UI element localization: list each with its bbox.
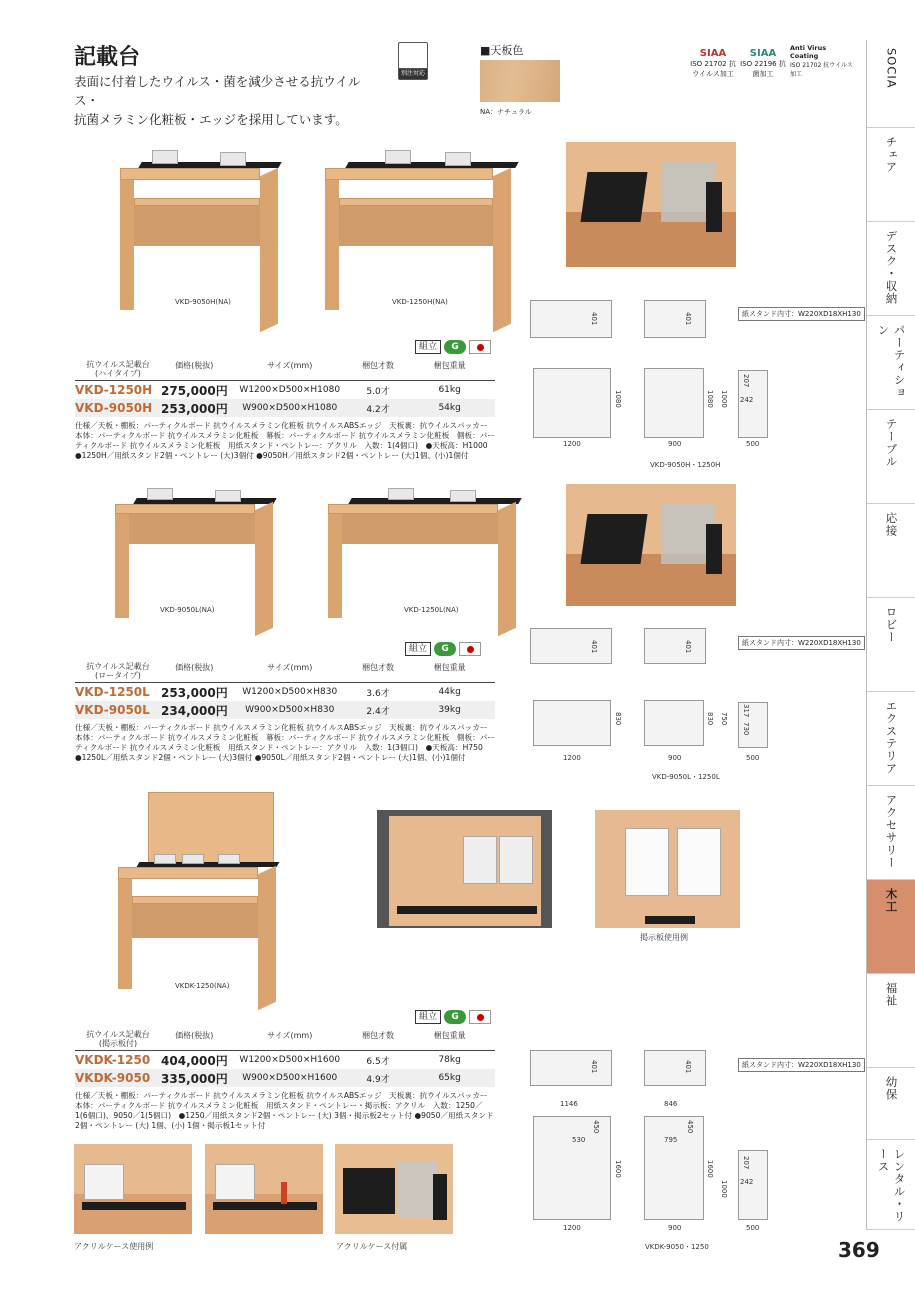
drawing-caption-3: VKDK-9050・1250 [645, 1243, 709, 1251]
nav-item-desk[interactable]: デスク・収納 [867, 222, 915, 316]
spec-text: 仕様／天板・棚板：パーティクルボード 抗ウイルスメラミン化粧板 抗ウイルスABSエッジ 天板裏：抗ウイルスパッカー 本体：パーティクルボード 抗ウイルスメラミン化粧板 幕板：パーティクルボード 抗ウイルスメラミン化粧板 側板：パーティクルボード 抗ウイルスメラミン化粧板 用紙スタンド・ペントレー：アクリル 入数：1(3個口) ●天板高：H750 ●1250L／用紙スタンド2個・ペントレー (大)3個付 ●9050L／用紙スタンド2個・ペントレー (大)1個、(小)1個付 [75, 723, 496, 762]
nav-item-rental[interactable]: レンタル・リース [867, 1140, 915, 1230]
spec-text: 仕様／天板・棚板：パーティクルボード 抗ウイルスメラミン化粧板 抗ウイルスABSエッジ 天板裏：抗ウイルスパッカー 本体：パーティクルボード 抗ウイルスメラミン化粧板 用紙スタンド・ペントレー・掲示板：アクリル 入数：1250／1(6個口)、9050／1(5個口) ●1250／用紙スタンド2個・ペントレー (大) 3個・掲示板2セット付 ●9050／用紙スタンド2個・ペントレー (大) 1個、(小) 1個・掲示板1セット付 [75, 1091, 496, 1130]
page-number: 369 [838, 1238, 880, 1262]
product-image-vkd-1250l [328, 488, 523, 638]
drawing-front-1200 [533, 368, 611, 438]
table-row: VKD-9050H 253,000円 W900×D500×H1080 4.2才 54kg [75, 399, 495, 417]
nav-item-lobby[interactable]: ロビー [867, 598, 915, 692]
table-header: 抗ウイルス記載台 (ハイタイプ) 価格(税抜) サイズ(mm) 梱包才数 梱包重量 [75, 360, 495, 381]
nav-item-nursery[interactable]: 幼保 [867, 1068, 915, 1140]
drawing-top-900 [644, 628, 706, 664]
drawing-top-1200 [530, 628, 612, 664]
nav-item-partition[interactable]: パーティション [867, 316, 915, 410]
green-purchase-badge: G [444, 1010, 466, 1024]
nav-item-socia[interactable]: SOCIA [867, 40, 915, 128]
section1-badges [415, 340, 491, 354]
green-purchase-badge: G [434, 642, 456, 656]
stand-note: 紙スタンド内寸：W220XD18XH130 [738, 1058, 865, 1072]
section1-table [75, 340, 495, 461]
table-header: 抗ウイルス記載台 (ロータイプ) 価格(税抜) サイズ(mm) 梱包才数 梱包重量 [75, 662, 495, 683]
nav-item-welfare[interactable]: 福祉 [867, 974, 915, 1068]
nav-item-woodwork[interactable]: 木工 [867, 880, 915, 974]
bulletin-photo-1 [377, 810, 552, 928]
color-swatch-label: NA：ナチュラル [480, 108, 532, 116]
siaa-antivirus-logo: SIAA ISO 21702 抗ウイルス加工 [690, 48, 736, 78]
table-header: 抗ウイルス記載台 (掲示板付) 価格(税抜) サイズ(mm) 梱包才数 梱包重量 [75, 1030, 495, 1051]
nav-item-reception[interactable]: 応接 [867, 504, 915, 598]
nav-item-table[interactable]: テーブル [867, 410, 915, 504]
nav-item-exterior[interactable]: エクステリア [867, 692, 915, 786]
japan-flag-icon [459, 642, 481, 656]
drawing-front-1200 [533, 700, 611, 746]
caption-acrylic-use: アクリルケース使用例 [74, 1242, 154, 1251]
drawing-front-900 [644, 1116, 704, 1220]
desk-icon [399, 43, 427, 69]
caption-vkd-1250h: VKD-1250H(NA) [392, 298, 448, 306]
assembly-badge: 組立 [405, 642, 431, 656]
bulletin-photo-2 [595, 810, 740, 928]
custom-order-badge: 別注対応 [398, 42, 428, 80]
page-description: 表面に付着したウイルス・菌を減少させる抗ウイルス・ 抗菌メラミン化粧板・エッジを採用しています。 [74, 74, 361, 127]
stand-note: 紙スタンド内寸：W220XD18XH130 [738, 636, 865, 650]
drawing-front-900 [644, 700, 704, 746]
table-row: VKDK-9050 335,000円 W900×D500×H1600 4.9才 65kg [75, 1069, 495, 1087]
assembly-badge: 組立 [415, 1010, 441, 1024]
caption-vkd-1250l: VKD-1250L(NA) [404, 606, 459, 614]
drawing-top-900 [644, 300, 706, 338]
drawing-top-900 [644, 1050, 706, 1086]
section3-badges [415, 1010, 491, 1024]
color-heading: ■天板色 [480, 44, 524, 57]
nav-item-accessory[interactable]: アクセサリー [867, 786, 915, 880]
caption-vkd-9050l: VKD-9050L(NA) [160, 606, 215, 614]
nav-item-chair[interactable]: チェア [867, 128, 915, 222]
section3-table [75, 1010, 495, 1131]
color-swatch-natural [480, 60, 560, 102]
page-title: 記載台 [74, 45, 141, 70]
table-row: VKD-1250L 253,000円 W1200×D500×H830 3.6才 44kg [75, 685, 461, 700]
caption-acrylic-case: アクリルケース付属 [336, 1242, 408, 1251]
table-row: VKD-9050L 234,000円 W900×D500×H830 2.4才 39kg [75, 701, 495, 719]
caption-vkdk-1250: VKDK-1250(NA) [175, 982, 230, 990]
drawing-top-1200 [530, 300, 612, 338]
stand-note: 紙スタンド内寸：W220XD18XH130 [738, 307, 865, 321]
detail-photo-pen-tray-1 [566, 142, 736, 267]
siaa-antibacterial-logo: SIAA ISO 22196 抗菌加工 [740, 48, 786, 78]
japan-flag-icon [469, 340, 491, 354]
drawing-front-900 [644, 368, 704, 438]
drawing-caption-2: VKD-9050L・1250L [652, 773, 720, 781]
acrylic-use-photo-2 [205, 1144, 323, 1234]
drawing-caption-1: VKD-9050H・1250H [650, 461, 721, 469]
table-row: VKD-1250H 275,000円 W1200×D500×H1080 5.0才 61kg [75, 383, 461, 398]
product-image-vkdk-1250 [118, 792, 283, 1010]
caption-vkd-9050h: VKD-9050H(NA) [175, 298, 231, 306]
table-row: VKDK-1250 404,000円 W1200×D500×H1600 6.5才 78kg [75, 1053, 461, 1068]
product-image-vkd-9050l [115, 488, 275, 638]
acrylic-use-photo-1 [74, 1144, 192, 1234]
caption-bulletin-example: 掲示板使用例 [640, 933, 688, 942]
acrylic-case-photo [335, 1144, 453, 1234]
section2-table [75, 642, 495, 763]
assembly-badge: 組立 [415, 340, 441, 354]
anti-virus-coating-logo: Anti Virus Coating ISO 21702 抗ウイルス加工 [790, 44, 853, 78]
drawing-top-1200 [530, 1050, 612, 1086]
category-nav [866, 40, 915, 1230]
green-purchase-badge: G [444, 340, 466, 354]
spec-text: 仕様／天板・棚板：パーティクルボード 抗ウイルスメラミン化粧板 抗ウイルスABSエッジ 天板裏：抗ウイルスパッカー 本体：パーティクルボード 抗ウイルスメラミン化粧板 幕板：パーティクルボード 抗ウイルスメラミン化粧板 側板：パーティクルボード 抗ウイルスメラミン化粧板 用紙スタンド・ペントレー：アクリル 入数：1(4個口) ●天板高：H1000 ●1250H／用紙スタンド2個・ペントレー (大)3個付 ●9050H／用紙スタンド2個・ペントレー (大)1個、(小)1個付 [75, 421, 496, 460]
japan-flag-icon [469, 1010, 491, 1024]
detail-photo-pen-tray-2 [566, 484, 736, 606]
section2-badges [405, 642, 481, 656]
